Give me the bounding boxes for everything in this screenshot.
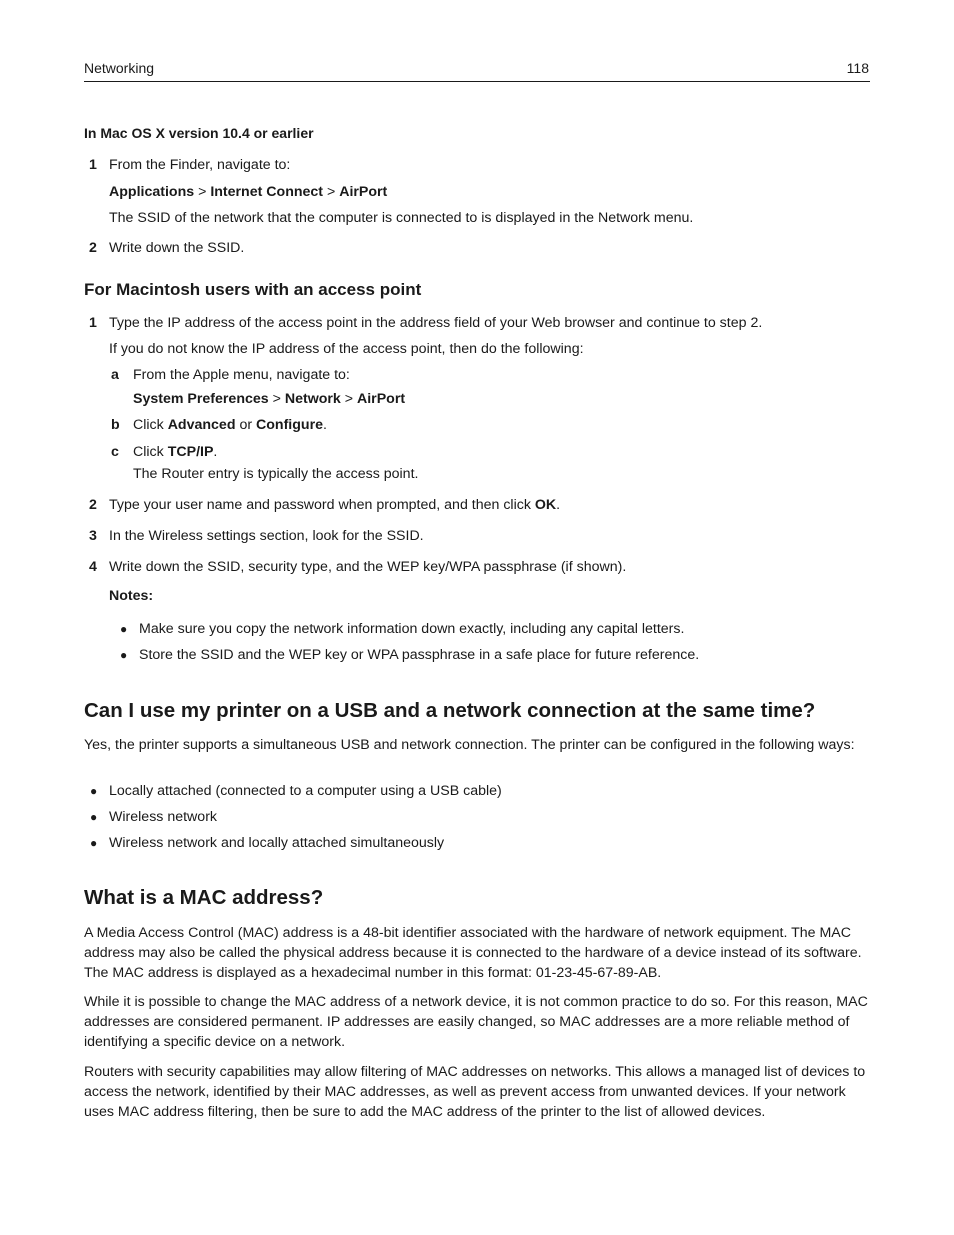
menu-path: System Preferences > Network > AirPort bbox=[133, 391, 406, 407]
section-heading-mac: What is a MAC address? bbox=[84, 886, 324, 909]
step-number: 2 bbox=[89, 240, 97, 256]
step-number: 4 bbox=[89, 559, 97, 575]
note-item: Store the SSID and the WEP key or WPA passphrase in a safe place for future reference. bbox=[139, 647, 700, 663]
step-text: Write down the SSID. bbox=[109, 240, 245, 256]
substep-letter: a bbox=[111, 367, 119, 383]
step-text: From the Finder, navigate to: bbox=[109, 157, 291, 173]
paragraph: While it is possible to change the MAC address of a network device, it is not common practice to do so. For this reason, MAC addresses are considered permanent. IP addresses are easily changed, so MAC addresses are a more reliable method of identifying a specific device on a network. bbox=[84, 994, 868, 1050]
notes-label: Notes: bbox=[109, 588, 154, 604]
step-text: In the Wireless settings section, look for the SSID. bbox=[109, 528, 424, 544]
paragraph: Routers with security capabilities may allow filtering of MAC addresses on networks. This allows a managed list of devices to access the network, identified by their MAC addresses, as well as prevent access from unwanted devices. If your network uses MAC address filtering, then be sure to add the MAC address of the printer to the list of allowed devices. bbox=[84, 1064, 866, 1120]
step-text: Type the IP address of the access point in the address field of your Web browser and continue to step 2. bbox=[109, 315, 763, 331]
paragraph: Yes, the printer supports a simultaneous USB and network connection. The printer can be configured in the following ways: bbox=[84, 737, 855, 753]
substep-text: Click TCP/IP. bbox=[133, 444, 218, 460]
bullet-icon: ● bbox=[120, 648, 128, 662]
running-header-section: Networking bbox=[84, 60, 155, 76]
step-text: Write down the SSID, security type, and the WEP key/WPA passphrase (if shown). bbox=[109, 559, 627, 575]
menu-path: Applications > Internet Connect > AirPort bbox=[109, 184, 388, 200]
list-item: Wireless network and locally attached simultaneously bbox=[109, 835, 445, 851]
step-number: 1 bbox=[89, 157, 97, 173]
paragraph: A Media Access Control (MAC) address is a 48-bit identifier associated with the hardware of network equipment. The MAC address may also be called the physical address because it is connected to the hardware of a device instead of its software. The MAC address is displayed as a hexadecimal number in this format: 01-23-45-67-89-AB. bbox=[84, 925, 862, 981]
substep-letter: c bbox=[111, 444, 119, 460]
step-note: If you do not know the IP address of the access point, then do the following: bbox=[109, 341, 584, 357]
subheading-mac-osx-104: In Mac OS X version 10.4 or earlier bbox=[84, 125, 314, 141]
section-heading-usb: Can I use my printer on a USB and a network connection at the same time? bbox=[84, 699, 816, 722]
bullet-icon: ● bbox=[120, 622, 128, 636]
bullet-icon: ● bbox=[90, 810, 98, 824]
substep-text: From the Apple menu, navigate to: bbox=[133, 367, 350, 383]
step-note: The SSID of the network that the computer is connected to is displayed in the Network menu. bbox=[109, 210, 694, 226]
bullet-icon: ● bbox=[90, 836, 98, 850]
bullet-icon: ● bbox=[90, 784, 98, 798]
substep-text: Click Advanced or Configure. bbox=[133, 417, 327, 433]
list-item: Wireless network bbox=[109, 809, 218, 825]
list-item: Locally attached (connected to a computer using a USB cable) bbox=[109, 783, 502, 799]
step-number: 2 bbox=[89, 497, 97, 513]
page-number: 118 bbox=[846, 60, 869, 76]
note-item: Make sure you copy the network information down exactly, including any capital letters. bbox=[139, 621, 685, 637]
step-text: Type your user name and password when prompted, and then click OK. bbox=[109, 497, 561, 513]
substep-note: The Router entry is typically the access point. bbox=[133, 466, 419, 482]
subheading-access-point: For Macintosh users with an access point bbox=[84, 280, 422, 299]
step-number: 1 bbox=[89, 315, 97, 331]
substep-letter: b bbox=[111, 417, 120, 433]
header-rule bbox=[84, 81, 870, 82]
step-number: 3 bbox=[89, 528, 97, 544]
